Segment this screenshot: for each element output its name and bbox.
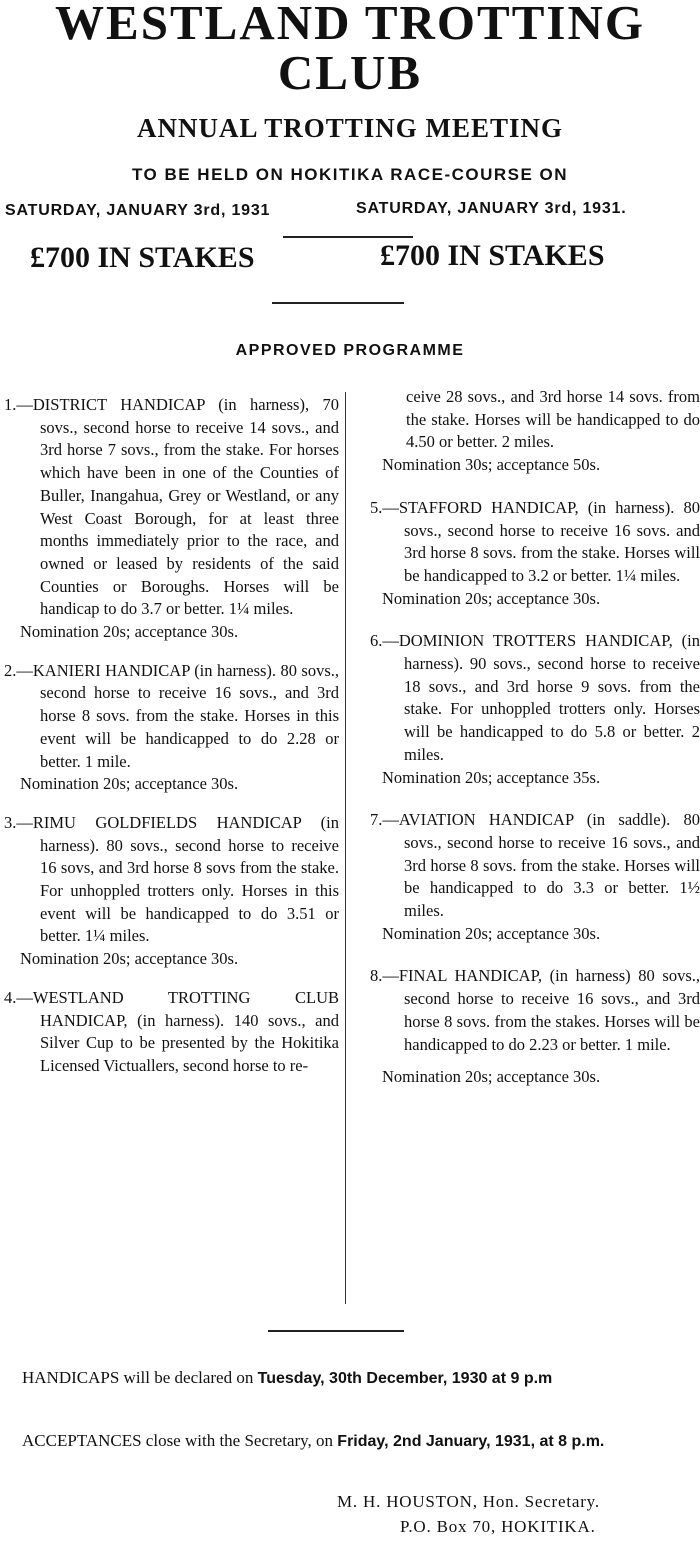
acceptances-date: Friday, 2nd January, 1931, at 8 p.m. <box>337 1433 605 1450</box>
race-2-nomination: Nomination 20s; acceptance 30s. <box>20 774 239 794</box>
programme-left-column <box>4 394 339 1094</box>
race-4 <box>4 987 339 1078</box>
secretary-address: P.O. Box 70, HOKITIKA. <box>400 1517 596 1536</box>
race-4-continued <box>370 386 700 477</box>
race-6-nomination: Nomination 20s; acceptance 35s. <box>382 767 601 787</box>
divider-rule <box>272 302 404 304</box>
handicaps-notice <box>22 1367 700 1390</box>
race-8 <box>370 965 700 1089</box>
race-1-text: 1.—DISTRICT HANDICAP (in harness), 70 sovs., second horse to receive 14 sovs., and 3rd horse 7 sovs., from the stake. For horses which have been in one of the Counties of Buller, Inangahua, Grey or Westland, or any West Coast Borough, for at least three months immediately prior to the race, and owned or leased by residents of the said Counties or Boroughs. Horses will be handicap to do 3.7 or better. 1¼ miles. <box>4 395 339 619</box>
race-4-continuation: ceive 28 sovs., and 3rd horse 14 sovs. from the stake. Horses will be handicapped to do 4.50 or better. 2 miles. <box>406 387 700 452</box>
column-divider <box>345 392 346 1304</box>
race-5 <box>370 497 700 611</box>
programme-right-column <box>370 386 700 1109</box>
race-6 <box>370 630 700 789</box>
race-6-text: 6.—DOMINION TROTTERS HANDICAP, (in harness). 90 sovs., second horse to receive 18 sovs., and 3rd horse 9 sovs. from the stake. For unhoppled trotters only. Horses will be handicapped to do 5.8 or better. 2 miles. <box>370 631 700 764</box>
handicaps-date: Tuesday, 30th December, 1930 at 9 p.m <box>257 1370 553 1387</box>
stakes-right: £700 IN STAKES <box>380 239 605 272</box>
race-8-nomination: Nomination 20s; acceptance 30s. <box>382 1067 601 1087</box>
programme-heading: APPROVED PROGRAMME <box>235 342 465 359</box>
venue-line: TO BE HELD ON HOKITIKA RACE-COURSE ON <box>131 165 569 184</box>
race-8-text: 8.—FINAL HANDICAP, (in harness) 80 sovs., second horse to receive 16 sovs., and 3rd horse 8 sovs. from the stakes. Horses will be handicapped to do 2.23 or better. 1 mile. <box>370 966 700 1054</box>
race-5-text: 5.—STAFFORD HANDICAP, (in harness). 80 sovs., second horse to receive 16 sovs. and 3rd horse 8 sovs. from the stake. Horses will be handicapped to 3.2 or better. 1¼ miles. <box>370 497 700 585</box>
race-1 <box>4 394 339 644</box>
race-4-nomination: Nomination 30s; acceptance 50s. <box>382 455 601 475</box>
club-title-line1: WESTLAND TROTTING <box>55 0 645 50</box>
race-4-text: 4.—WESTLAND TROTTING CLUB HANDICAP, (in harness). 140 sovs., and Silver Cup to be presented by the Hokitika Licensed Victuallers, second horse to re- <box>4 987 339 1075</box>
race-5-nomination: Nomination 20s; acceptance 30s. <box>382 588 601 608</box>
meeting-heading: ANNUAL TROTTING MEETING <box>136 113 564 143</box>
handicaps-lead: HANDICAPS will be declared on <box>22 1368 254 1387</box>
secretary-name: M. H. HOUSTON, Hon. Secretary. <box>337 1492 600 1511</box>
club-title-line2: CLUB <box>277 45 423 100</box>
race-7-nomination: Nomination 20s; acceptance 30s. <box>382 923 601 943</box>
acceptances-notice <box>22 1430 700 1453</box>
race-3 <box>4 812 339 971</box>
date-left: SATURDAY, JANUARY 3rd, 1931 <box>5 202 271 219</box>
date-right: SATURDAY, JANUARY 3rd, 1931. <box>356 200 627 217</box>
race-3-nomination: Nomination 20s; acceptance 30s. <box>20 949 239 969</box>
stakes-left: £700 IN STAKES <box>30 241 255 274</box>
divider-rule <box>283 236 413 238</box>
divider-rule <box>268 1330 404 1332</box>
race-1-nomination: Nomination 20s; acceptance 30s. <box>20 622 239 642</box>
race-7-text: 7.—AVIATION HANDICAP (in saddle). 80 sovs., second horse to receive 16 sovs., and 3rd horse 8 sovs. from the stake. Horses will be handicapped to do 3.3 or better. 1½ miles. <box>370 810 700 921</box>
acceptances-lead: ACCEPTANCES close with the Secretary, on <box>22 1431 334 1450</box>
race-2 <box>4 660 339 796</box>
race-7 <box>370 809 700 945</box>
race-2-text: 2.—KANIERI HANDICAP (in harness). 80 sovs., second horse to receive 16 sovs., and 3rd horse 8 sovs. from the stake. Horses in this event will be handicapped to do 2.28 or better. 1 mile. <box>4 660 339 771</box>
race-3-text: 3.—RIMU GOLDFIELDS HANDICAP (in harness). 80 sovs., second horse to receive 16 sovs, and 3rd horse 8 sovs from the stake. For unhoppled trotters only. Horses in this event will be handicapped to do 3.51 or better. 1¼ miles. <box>4 812 339 946</box>
